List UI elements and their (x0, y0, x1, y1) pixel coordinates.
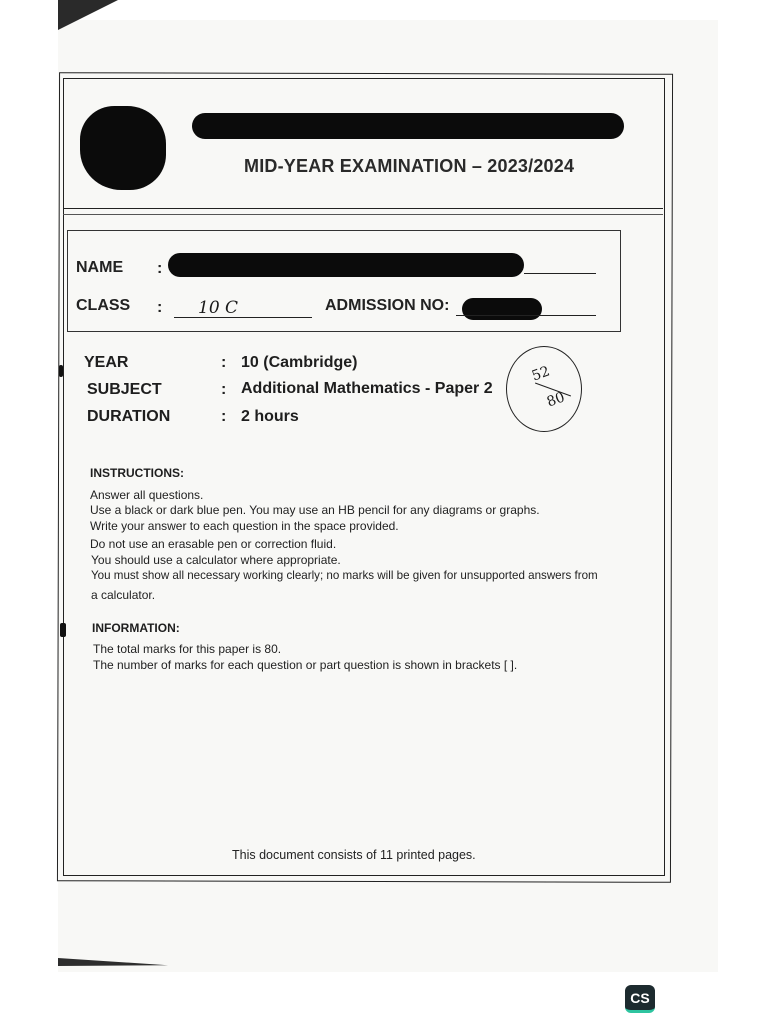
school-logo-redacted (80, 106, 166, 190)
class-label: CLASS (76, 297, 131, 314)
year-value: 10 (Cambridge) (241, 354, 358, 371)
name-colon: : (157, 260, 163, 277)
subject-value: Additional Mathematics - Paper 2 (241, 380, 493, 397)
year-colon: : (221, 354, 227, 371)
binder-mark (60, 623, 66, 637)
score-total: 80 (544, 389, 568, 411)
instructions-title: INSTRUCTIONS: (90, 466, 184, 480)
information-line: The total marks for this paper is 80. (93, 642, 282, 656)
name-label: NAME (76, 259, 124, 276)
year-label: YEAR (84, 354, 129, 371)
class-value-handwritten: 10 C (198, 298, 239, 318)
camscanner-logo-icon: CS (625, 985, 655, 1013)
instruction-line: a calculator. (91, 588, 156, 602)
instruction-line: Use a black or dark blue pen. You may use an HB pencil for any diagrams or graphs. (90, 503, 540, 517)
score-circle (506, 346, 582, 432)
class-colon: : (157, 299, 163, 316)
duration-colon: : (221, 408, 227, 425)
duration-label: DURATION (87, 408, 171, 425)
binder-mark (59, 365, 63, 377)
score-obtained: 52 (529, 363, 553, 385)
information-title: INFORMATION: (92, 621, 180, 635)
class-underline (174, 317, 312, 318)
admission-underline (456, 315, 596, 316)
subject-colon: : (221, 381, 227, 398)
student-name-redacted (168, 253, 524, 277)
school-name-redacted (192, 113, 624, 139)
instruction-line: Answer all questions. (90, 488, 204, 502)
page-count-note: This document consists of 11 printed pages. (232, 848, 476, 862)
header-divider (63, 208, 663, 209)
instruction-line: You should use a calculator where appropriate. (91, 553, 341, 567)
subject-label: SUBJECT (87, 381, 162, 398)
duration-value: 2 hours (241, 408, 299, 425)
admission-number-redacted (462, 298, 542, 320)
information-line: The number of marks for each question or part question is shown in brackets [ ]. (93, 658, 518, 672)
instruction-line: You must show all necessary working clearly; no marks will be given for unsupported answers from (91, 569, 598, 582)
name-underline (524, 273, 596, 274)
instruction-line: Write your answer to each question in the space provided. (90, 519, 399, 533)
instruction-line: Do not use an erasable pen or correction fluid. (90, 537, 337, 551)
header-divider-secondary (63, 214, 663, 215)
exam-title: MID-YEAR EXAMINATION – 2023/2024 (244, 156, 575, 176)
admission-label: ADMISSION NO: (325, 297, 450, 314)
